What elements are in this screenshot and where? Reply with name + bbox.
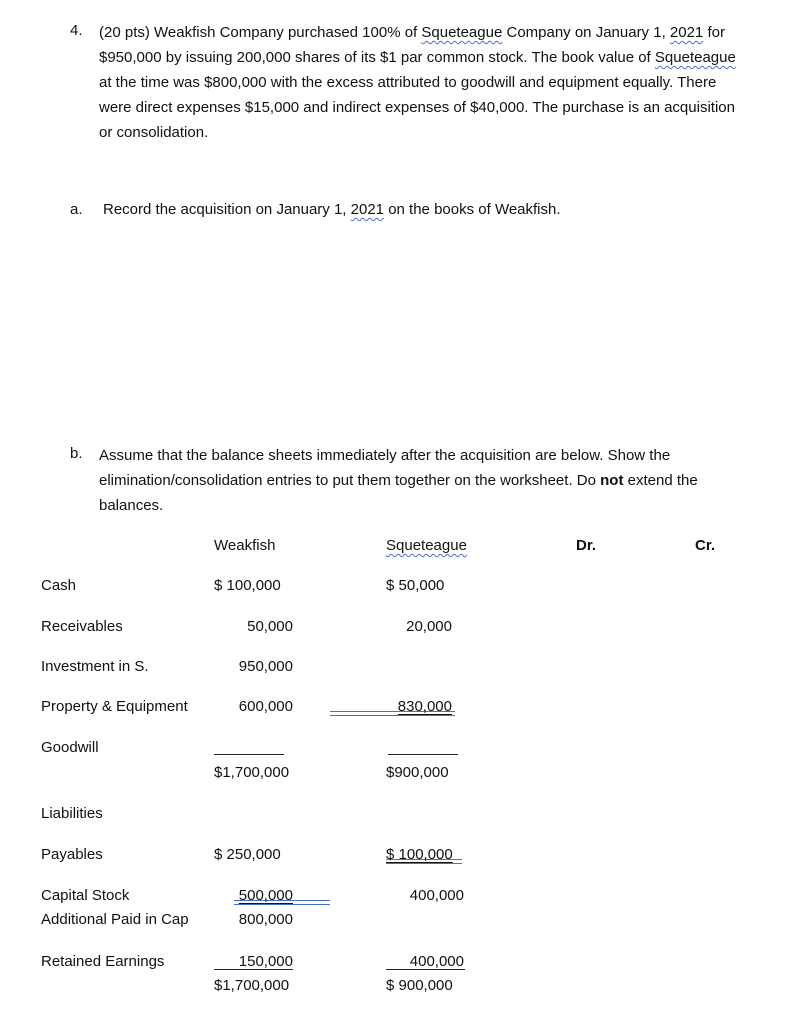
- weakfish-payables: $ 250,000: [214, 846, 281, 863]
- weakfish-ppe: 600,000: [238, 698, 293, 715]
- squeteague-payables: $ 100,000: [386, 846, 453, 863]
- year: 2021: [350, 201, 385, 218]
- squeteague-cash: $ 50,000: [386, 577, 445, 594]
- row-label-capital-stock: Capital Stock: [41, 887, 130, 904]
- squeteague-capital-stock: 400,000: [409, 887, 464, 904]
- weakfish-apic: 800,000: [238, 911, 293, 928]
- weakfish-capital-stock: 500,000: [238, 887, 293, 904]
- row-label-goodwill: Goodwill: [41, 739, 99, 756]
- weakfish-investment: 950,000: [238, 658, 293, 675]
- text-segment: Record the acquisition on January 1,: [103, 201, 351, 218]
- part-b-text: [99, 443, 784, 518]
- row-label-cash: Cash: [41, 577, 77, 594]
- header-dr: Dr.: [576, 537, 597, 554]
- weakfish-receivables: 50,000: [247, 618, 293, 635]
- row-label-receivables: Receivables: [41, 618, 123, 635]
- text-segment: on the books of Weakfish.: [384, 201, 561, 218]
- row-label-investment: Investment in S.: [41, 658, 149, 675]
- section-liabilities: Liabilities: [41, 805, 103, 822]
- text-segment: Company on January 1,: [502, 24, 670, 41]
- row-label-ppe: Property & Equipment: [41, 698, 188, 715]
- row-label-apic: Additional Paid in Cap: [41, 911, 189, 928]
- header-cr: Cr.: [695, 537, 716, 554]
- text-segment: (20 pts) Weakfish Company purchased 100% of: [99, 24, 422, 41]
- part-b-label: b.: [70, 445, 83, 462]
- header-squeteague: Squeteague: [386, 537, 467, 554]
- question-line-5: or consolidation.: [99, 124, 209, 141]
- question-text: [99, 20, 784, 145]
- question-line-4: were direct expenses $15,000 and indirect expenses of $40,000. The purchase is an acquisition: [99, 99, 735, 116]
- question-line-2: [99, 45, 784, 70]
- weakfish-total-assets: $1,700,000: [214, 764, 290, 781]
- weakfish-total-liabilities-equity: $1,700,000: [214, 977, 290, 994]
- company-name: Squeteague: [654, 49, 736, 66]
- squeteague-receivables: 20,000: [406, 618, 452, 635]
- weakfish-retained-earnings: 150,000: [238, 953, 293, 970]
- text-segment: elimination/consolidation entries to put them together on the worksheet. Do: [99, 472, 601, 489]
- total-rule-squeteague: [388, 754, 458, 755]
- part-a-text: [103, 201, 561, 218]
- part-b-line-1: Assume that the balance sheets immediately after the acquisition are below. Show the: [99, 447, 671, 464]
- question-number: 4.: [70, 22, 83, 39]
- row-label-retained-earnings: Retained Earnings: [41, 953, 165, 970]
- row-label-payables: Payables: [41, 846, 103, 863]
- total-rule-weakfish: [214, 754, 284, 755]
- text-segment: for: [703, 24, 725, 41]
- squeteague-retained-earnings: 400,000: [409, 953, 464, 970]
- text-segment: extend the: [623, 472, 698, 489]
- part-b-line-2: [99, 468, 784, 493]
- squeteague-total-assets: $900,000: [386, 764, 449, 781]
- year: 2021: [669, 24, 704, 41]
- squeteague-total-liabilities-equity: $ 900,000: [386, 977, 453, 994]
- company-name: Squeteague: [421, 24, 503, 41]
- part-b-line-3: balances.: [99, 497, 164, 514]
- text-segment: $950,000 by issuing 200,000 shares of its $1 par common stock. The book value of: [99, 49, 655, 66]
- emphasis-not: not: [600, 472, 624, 489]
- question-line-1: [99, 20, 784, 45]
- weakfish-cash: $ 100,000: [214, 577, 281, 594]
- question-line-3: at the time was $800,000 with the excess attributed to goodwill and equipment equally. There: [99, 74, 717, 91]
- squeteague-ppe: 830,000: [397, 698, 452, 715]
- header-weakfish: Weakfish: [214, 537, 276, 554]
- part-a-label: a.: [70, 201, 83, 218]
